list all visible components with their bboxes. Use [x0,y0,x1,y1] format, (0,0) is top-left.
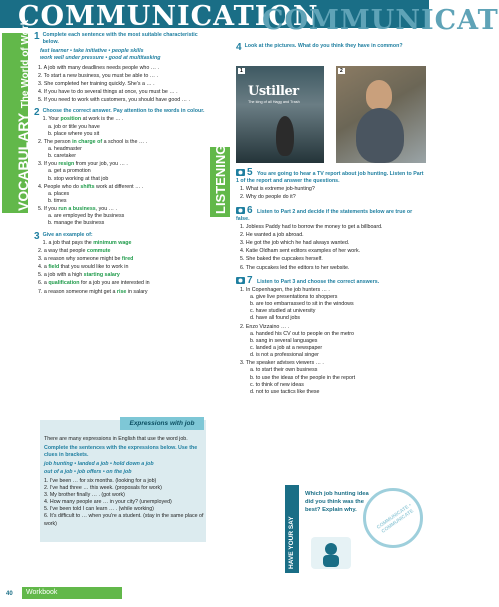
singer-body [356,108,404,163]
exercise-instruction: Choose the correct answer. Pay attention to the words in colour. [42,108,205,115]
option: c. landed a job at a newspaper [250,344,323,351]
exercise-instruction: Complete each sentence with the most suitable characteristic below. [42,32,198,46]
list-item: 5. She baked the cupcakes herself. [240,256,323,263]
option: b. caretaker [48,153,76,160]
cd-audio-icon [236,169,245,176]
billboard-photo [236,66,324,163]
exercise-instruction: Listen to Part 2 and decide if the statements below are true or false. [236,208,413,222]
highlight-word: shifts [80,183,95,190]
expressions-intro: There are many expressions in English that use the word job. [44,436,188,442]
question-list [34,65,206,105]
side-tab-sub: The World of Work [20,19,31,109]
list-item [38,184,206,205]
question-text: 1. Your [42,116,61,123]
exercise-6 [236,206,426,272]
highlight-word: in charge of [72,138,103,145]
option: d. is not a professional singer [250,352,319,359]
exercise-instruction: You are going to hear a TV report about job hunting. Listen to Part 1 of the report and answer the questions. [236,171,424,185]
list-item [240,287,426,323]
exercise-1 [34,32,206,104]
exercise-number: 4 [236,42,242,53]
exercise-instruction: Look at the pictures. What do you think they have in common? [244,43,403,49]
list-item: 2. I've had three … this week. (proposals for work) [44,484,162,491]
list-item: 6. The cupcakes led the editors to her website. [240,264,350,271]
list-item [38,139,206,160]
list-item [38,206,206,227]
question-text: 2. The person [38,138,73,145]
option: a. are employed by the business [48,213,125,220]
workbook-label: Workbook [22,587,122,599]
chat-person-icon [311,537,351,569]
question-list [236,287,426,396]
singer-photo [336,66,426,163]
exercise-number: 7 [247,274,253,286]
list-item [38,161,206,182]
option: b. to use the ideas of the people in the report [250,374,356,381]
listening-tab-label: LISTENING [213,144,228,214]
list-item: 2. Why do people do it? [240,194,296,201]
question-list [34,240,206,296]
left-column [34,32,206,300]
word-box-line: job hunting • landed a job • hold down a job [44,461,154,468]
expressions-body [44,436,204,528]
word-box [44,461,204,475]
list-item: 1. What is extreme job-hunting? [240,186,315,193]
exercise-4 [236,42,426,53]
option: b. are too embarrassed to sit in the windows [250,301,354,308]
billboard-sign: Ustiller [248,84,299,99]
exercise-number: 6 [247,204,253,216]
banner-title: COMMUNICATION [18,1,319,32]
have-your-say-box [285,485,425,587]
list-item: 4. Katie Oldham sent editors examples of her work. [240,248,361,255]
list-item: 3. My brother finally … . (got work) [44,491,125,498]
singer-figure [366,80,392,110]
question-text: from your job, you … . [74,161,128,168]
list-item: 5. I've been told I can learn … . (while working) [44,506,154,513]
expressions-header: Expressions with job [120,417,204,430]
list-item: 6. It's difficult to … when you're a student. (stay in the same place of work) [44,513,204,527]
listening-exercises [236,168,426,400]
option: b. times [48,197,67,204]
highlight-word: run a business [58,206,96,213]
question-list [236,224,426,272]
option: b. stop working at that job [48,175,109,182]
option: c. have studied at university [250,308,316,315]
picture-number: 1 [240,68,243,74]
question-list [44,478,204,528]
option: a. give live presentations to shoppers [250,293,338,300]
word-box-line: fast learner • take initiative • people skills [40,48,144,55]
exercise-number: 1 [34,31,40,42]
vocabulary-side-tab [2,19,31,213]
list-item: 4. a field that you would like to work in [38,264,129,271]
list-item: 6. a qualification for a job you are interested in [38,280,150,287]
option: b. place where you sit [48,130,100,137]
question-list [34,116,206,227]
listening-side-tab [210,144,230,217]
list-item: 1. a job that pays the minimum wage [42,239,132,246]
exercise-5 [236,168,426,202]
highlight-word: qualification [48,280,80,287]
list-item: 2. To start a new business, you must be able to … . [38,72,159,79]
highlight-word: fired [121,255,134,262]
highlight-word: commute [86,247,111,254]
list-item: 3. a reason why someone might be fired [38,255,134,262]
list-item [240,360,426,396]
exercise-3 [34,232,206,296]
have-your-say-label: HAVE YOUR SAY [288,516,295,569]
list-item: 1. A job with many deadlines needs people who … . [38,64,160,71]
list-item: 4. If you have to do several things at once, you must be … . [38,88,178,95]
question-text: 2. Enzo Vizzaino … . [240,323,290,330]
question-text: work at different … . [94,183,144,190]
have-your-say-tab [285,485,299,573]
page-footer [0,582,429,607]
option: b. manage the business [48,220,105,227]
option: a. headmaster [48,145,82,152]
communicate-stamp [363,488,423,548]
list-item: 1. Jobless Paddy had to borrow the money to get a billboard. [240,223,383,230]
list-item: 3. He got the job which he had always wanted. [240,240,350,247]
right-column [236,43,426,54]
list-item: 3. She completed her training quickly. She's a … . [38,80,155,87]
question-list [236,186,426,201]
question-text: a school is the … . [102,138,148,145]
option: a. job or title you have [48,123,100,130]
stamp-text: COMMUNICATE • COMMUNICATE [375,502,415,535]
highlight-word: field [48,264,60,271]
exercise-number: 2 [34,107,40,119]
list-item [240,324,426,360]
question-text: 3. The speaker advises viewers … . [240,360,324,367]
option: a. places [48,190,70,197]
word-box [40,48,206,62]
speech-bubble-icon [311,537,351,569]
option: c. to think of new ideas [250,381,304,388]
picture-number: 2 [340,68,343,74]
exercise-number: 5 [247,167,253,178]
option: b. sang in several languages [250,337,318,344]
list-item: 5. a job with a high starting salary [38,272,120,279]
list-item: 5. If you need to work with customers, you should have good … . [38,97,190,104]
page-number: 40 [6,591,13,597]
highlight-word: position [60,116,82,123]
question-text: 1. In Copenhagen, the job hunters … . [240,286,330,293]
billboard-subtext: The king of all Hagg and Trash [248,100,300,104]
cd-audio-icon [236,207,245,214]
option: a. get a promotion [48,168,91,175]
list-item: 2. He wanted a job abroad. [240,231,304,238]
list-item: 2. a way that people commute [38,247,111,254]
question-text: at work is the … . [81,116,124,123]
expressions-instruction: Complete the sentences with the expressions below. Use the clues in brackets. [44,445,198,459]
have-your-say-question: Which job hunting idea did you think was the best? Explain why. [305,491,369,513]
question-text: 4. People who do [38,183,81,190]
exercise-7 [236,276,426,396]
list-item: 1. I've been … for six months. (looking for a job) [44,477,157,484]
word-box-line: work well under pressure • good at multitasking [40,55,161,62]
list-item: 4. How many people are … in your city? (unemployed) [44,499,172,506]
question-text: , you … . [95,206,117,213]
cd-audio-icon [236,277,245,284]
highlight-word: resign [58,161,75,168]
exercise-number: 3 [34,230,40,242]
side-tab-main: VOCABULARY [15,112,31,211]
highlight-word: rise [116,288,127,295]
question-text: 3. If you [38,161,59,168]
list-item: 7. a reason someone might get a rise in salary [38,288,148,295]
option: d. not to use tactics like these [250,388,320,395]
list-item [38,116,206,137]
exercise-instruction: Give an example of: [42,231,93,238]
exercise-instruction: Listen to Part 3 and choose the correct answers. [257,278,380,285]
option: a. to start their own business [250,367,318,374]
exercise-2 [34,108,206,227]
banner-ghost-title: COMMUNICAT [262,5,499,36]
question-text: 5. If you [38,206,59,213]
highlight-word: starting salary [83,272,120,279]
person-figure [276,116,294,156]
option: a. handed his CV out to people on the metro [250,330,354,337]
header-banner [0,0,499,36]
option: d. have all found jobs [250,315,301,322]
highlight-word: minimum wage [93,239,132,246]
exercise-4-pictures [236,66,426,163]
word-box-line: out of a job • job offers • on the job [44,468,132,475]
